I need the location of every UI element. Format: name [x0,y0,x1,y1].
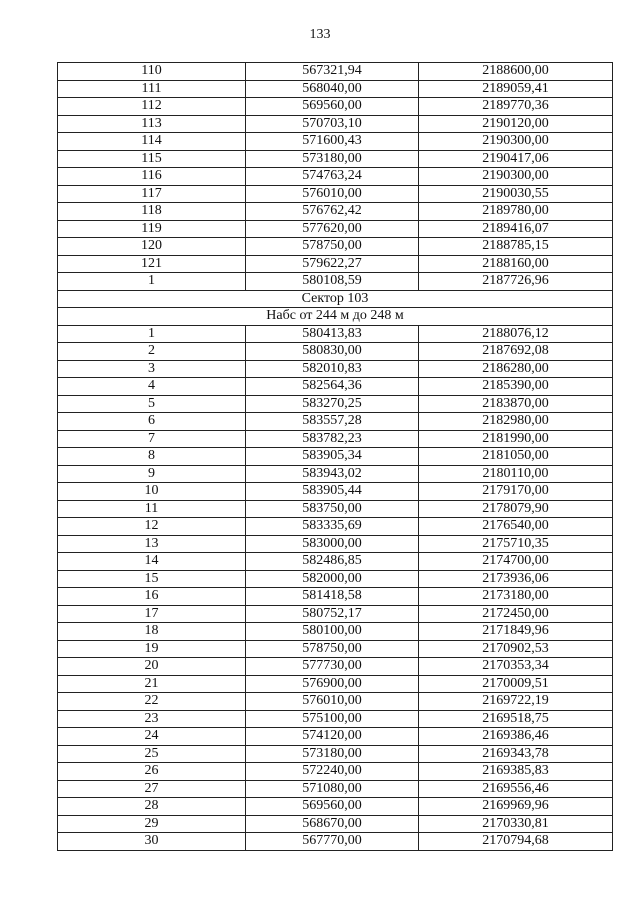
table-row [58,80,613,98]
x-coordinate: 579622,27 [246,255,419,273]
x-coordinate: 582010,83 [246,360,419,378]
table-row [58,658,613,676]
y-coordinate: 2170009,51 [419,675,613,693]
x-coordinate: 576900,00 [246,675,419,693]
y-coordinate: 2170794,68 [419,833,613,851]
table-row [58,570,613,588]
table-row [58,763,613,781]
table-row [58,378,613,396]
x-coordinate: 578750,00 [246,238,419,256]
x-coordinate: 580413,83 [246,325,419,343]
table-row [58,98,613,116]
y-coordinate: 2187692,08 [419,343,613,361]
table-row [58,518,613,536]
x-coordinate: 583905,34 [246,448,419,466]
y-coordinate: 2169386,46 [419,728,613,746]
point-number: 9 [58,465,246,483]
point-number: 26 [58,763,246,781]
x-coordinate: 580100,00 [246,623,419,641]
page-number: 133 [309,27,331,42]
point-number: 23 [58,710,246,728]
point-number: 113 [58,115,246,133]
point-number: 121 [58,255,246,273]
x-coordinate: 572240,00 [246,763,419,781]
y-coordinate: 2183870,00 [419,395,613,413]
x-coordinate: 573180,00 [246,745,419,763]
y-coordinate: 2190030,55 [419,185,613,203]
table-row [58,465,613,483]
point-number: 24 [58,728,246,746]
x-coordinate: 569560,00 [246,798,419,816]
table-row [58,325,613,343]
y-coordinate: 2173936,06 [419,570,613,588]
table-row [58,448,613,466]
y-coordinate: 2190417,06 [419,150,613,168]
sector-header [58,290,613,325]
table-row [58,710,613,728]
table-row [58,675,613,693]
y-coordinate: 2173180,00 [419,588,613,606]
table-section-bottom [58,325,613,850]
point-number: 2 [58,343,246,361]
y-coordinate: 2169722,19 [419,693,613,711]
x-coordinate: 567321,94 [246,63,419,81]
table-row [58,255,613,273]
table-row [58,588,613,606]
point-number: 116 [58,168,246,186]
y-coordinate: 2188785,15 [419,238,613,256]
point-number: 20 [58,658,246,676]
y-coordinate: 2170353,34 [419,658,613,676]
point-number: 13 [58,535,246,553]
table-row [58,605,613,623]
table-row [58,63,613,81]
y-coordinate: 2185390,00 [419,378,613,396]
point-number: 11 [58,500,246,518]
x-coordinate: 583782,23 [246,430,419,448]
x-coordinate: 576010,00 [246,185,419,203]
y-coordinate: 2170902,53 [419,640,613,658]
point-number: 1 [58,325,246,343]
x-coordinate: 581418,58 [246,588,419,606]
point-number: 29 [58,815,246,833]
table-row [58,833,613,851]
table-row [58,360,613,378]
table-row [58,395,613,413]
y-coordinate: 2174700,00 [419,553,613,571]
point-number: 10 [58,483,246,501]
y-coordinate: 2190300,00 [419,133,613,151]
x-coordinate: 583943,02 [246,465,419,483]
table-row [58,500,613,518]
x-coordinate: 574763,24 [246,168,419,186]
point-number: 112 [58,98,246,116]
point-number: 117 [58,185,246,203]
x-coordinate: 580830,00 [246,343,419,361]
x-coordinate: 568040,00 [246,80,419,98]
point-number: 119 [58,220,246,238]
table-row [58,185,613,203]
x-coordinate: 571600,43 [246,133,419,151]
y-coordinate: 2171849,96 [419,623,613,641]
y-coordinate: 2172450,00 [419,605,613,623]
point-number: 114 [58,133,246,151]
table-row [58,745,613,763]
y-coordinate: 2189780,00 [419,203,613,221]
y-coordinate: 2180110,00 [419,465,613,483]
y-coordinate: 2169556,46 [419,780,613,798]
point-number: 1 [58,273,246,291]
table-section-top [58,63,613,291]
point-number: 28 [58,798,246,816]
sector-title-row [58,290,613,308]
table-row [58,220,613,238]
point-number: 7 [58,430,246,448]
y-coordinate: 2189059,41 [419,80,613,98]
table-row [58,798,613,816]
x-coordinate: 583750,00 [246,500,419,518]
y-coordinate: 2169385,83 [419,763,613,781]
y-coordinate: 2188600,00 [419,63,613,81]
point-number: 110 [58,63,246,81]
table-row [58,203,613,221]
sector-subtitle: Набс от 244 м до 248 м [58,308,613,326]
x-coordinate: 570703,10 [246,115,419,133]
y-coordinate: 2169343,78 [419,745,613,763]
y-coordinate: 2189416,07 [419,220,613,238]
table-row [58,343,613,361]
x-coordinate: 577730,00 [246,658,419,676]
point-number: 30 [58,833,246,851]
coordinates-table [57,62,613,851]
sector-subtitle-row [58,308,613,326]
point-number: 27 [58,780,246,798]
x-coordinate: 582486,85 [246,553,419,571]
y-coordinate: 2188160,00 [419,255,613,273]
y-coordinate: 2181050,00 [419,448,613,466]
point-number: 111 [58,80,246,98]
y-coordinate: 2179170,00 [419,483,613,501]
x-coordinate: 583557,28 [246,413,419,431]
point-number: 14 [58,553,246,571]
table-row [58,133,613,151]
y-coordinate: 2170330,81 [419,815,613,833]
y-coordinate: 2190300,00 [419,168,613,186]
point-number: 8 [58,448,246,466]
table-row [58,640,613,658]
y-coordinate: 2176540,00 [419,518,613,536]
x-coordinate: 573180,00 [246,150,419,168]
x-coordinate: 578750,00 [246,640,419,658]
point-number: 3 [58,360,246,378]
table-row [58,273,613,291]
point-number: 25 [58,745,246,763]
point-number: 115 [58,150,246,168]
point-number: 118 [58,203,246,221]
x-coordinate: 583335,69 [246,518,419,536]
sector-title: Сектор 103 [58,290,613,308]
table-row [58,780,613,798]
x-coordinate: 577620,00 [246,220,419,238]
x-coordinate: 580752,17 [246,605,419,623]
table-row [58,553,613,571]
y-coordinate: 2181990,00 [419,430,613,448]
point-number: 6 [58,413,246,431]
point-number: 22 [58,693,246,711]
x-coordinate: 569560,00 [246,98,419,116]
x-coordinate: 582000,00 [246,570,419,588]
x-coordinate: 567770,00 [246,833,419,851]
x-coordinate: 571080,00 [246,780,419,798]
table-row [58,693,613,711]
point-number: 120 [58,238,246,256]
x-coordinate: 576762,42 [246,203,419,221]
table-row [58,150,613,168]
table-row [58,623,613,641]
y-coordinate: 2189770,36 [419,98,613,116]
x-coordinate: 583905,44 [246,483,419,501]
y-coordinate: 2169518,75 [419,710,613,728]
table-row [58,728,613,746]
y-coordinate: 2188076,12 [419,325,613,343]
table-row [58,535,613,553]
y-coordinate: 2186280,00 [419,360,613,378]
table-row [58,815,613,833]
x-coordinate: 582564,36 [246,378,419,396]
y-coordinate: 2175710,35 [419,535,613,553]
x-coordinate: 568670,00 [246,815,419,833]
y-coordinate: 2182980,00 [419,413,613,431]
x-coordinate: 583270,25 [246,395,419,413]
x-coordinate: 576010,00 [246,693,419,711]
point-number: 21 [58,675,246,693]
point-number: 12 [58,518,246,536]
point-number: 15 [58,570,246,588]
x-coordinate: 575100,00 [246,710,419,728]
table-row [58,238,613,256]
point-number: 17 [58,605,246,623]
table-row [58,168,613,186]
point-number: 5 [58,395,246,413]
x-coordinate: 574120,00 [246,728,419,746]
table-row [58,430,613,448]
point-number: 19 [58,640,246,658]
x-coordinate: 580108,59 [246,273,419,291]
y-coordinate: 2169969,96 [419,798,613,816]
table-row [58,115,613,133]
table-row [58,483,613,501]
y-coordinate: 2190120,00 [419,115,613,133]
point-number: 4 [58,378,246,396]
table-row [58,413,613,431]
y-coordinate: 2178079,90 [419,500,613,518]
point-number: 18 [58,623,246,641]
y-coordinate: 2187726,96 [419,273,613,291]
x-coordinate: 583000,00 [246,535,419,553]
point-number: 16 [58,588,246,606]
